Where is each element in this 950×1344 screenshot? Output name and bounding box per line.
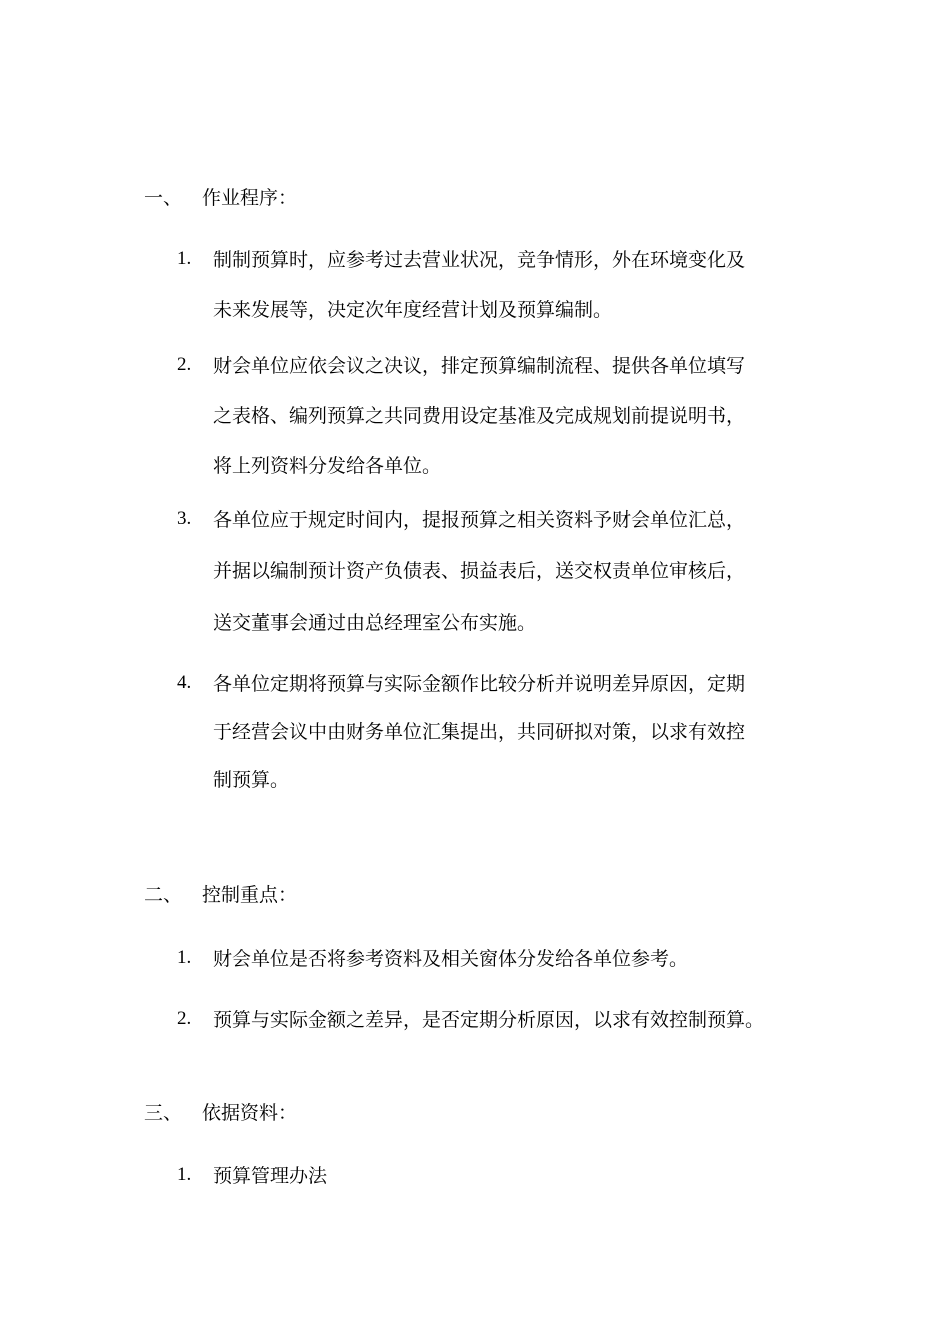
item-text-line: 制制预算时，应参考过去营业状况，竞争情形，外在环境变化及	[213, 249, 746, 271]
section-title: 作业程序：	[202, 187, 298, 209]
item-text-line: 之表格、编列预算之共同费用设定基准及完成规划前提说明书，	[213, 405, 746, 427]
item-number: 1.	[177, 248, 192, 269]
item-text-line: 财会单位是否将参考资料及相关窗体分发给各单位参考。	[213, 948, 689, 970]
item-number: 4.	[177, 672, 192, 693]
list-item	[177, 1008, 817, 1032]
list-item	[177, 354, 817, 478]
item-text-line: 将上列资料分发给各单位。	[213, 455, 442, 477]
section-title: 控制重点：	[202, 884, 298, 906]
item-text-line: 并据以编制预计资产负债表、损益表后，送交权责单位审核后，	[213, 560, 746, 582]
section-number: 三、	[144, 1102, 183, 1124]
list-item	[177, 1164, 817, 1188]
section-heading-control-points	[144, 883, 297, 907]
item-number: 3.	[177, 508, 192, 529]
item-text-line: 各单位定期将预算与实际金额作比较分析并说明差异原因，定期	[213, 673, 746, 695]
item-text-line: 预算与实际金额之差异，是否定期分析原因，以求有效控制预算。	[213, 1009, 765, 1031]
item-text-line: 送交董事会通过由总经理室公布实施。	[213, 612, 537, 634]
item-number: 1.	[177, 1164, 192, 1185]
section-number: 一、	[144, 187, 183, 209]
section-heading-reference	[144, 1101, 297, 1125]
list-item	[177, 947, 817, 971]
section-title: 依据资料：	[202, 1102, 298, 1124]
list-item	[177, 508, 817, 635]
item-number: 1.	[177, 947, 192, 968]
section-heading-procedure	[144, 186, 297, 210]
item-text-line: 财会单位应依会议之决议，排定预算编制流程、提供各单位填写	[213, 355, 746, 377]
list-item	[177, 672, 817, 792]
item-text-line: 各单位应于规定时间内，提报预算之相关资料予财会单位汇总，	[213, 509, 746, 531]
item-number: 2.	[177, 1008, 192, 1029]
item-text-line: 预算管理办法	[213, 1165, 328, 1187]
item-text-line: 制预算。	[213, 769, 290, 791]
item-text-line: 未来发展等，决定次年度经营计划及预算编制。	[213, 299, 613, 321]
section-number: 二、	[144, 884, 183, 906]
item-number: 2.	[177, 354, 192, 375]
item-text-line: 于经营会议中由财务单位汇集提出，共同研拟对策，以求有效控	[213, 721, 746, 743]
list-item	[177, 248, 817, 322]
